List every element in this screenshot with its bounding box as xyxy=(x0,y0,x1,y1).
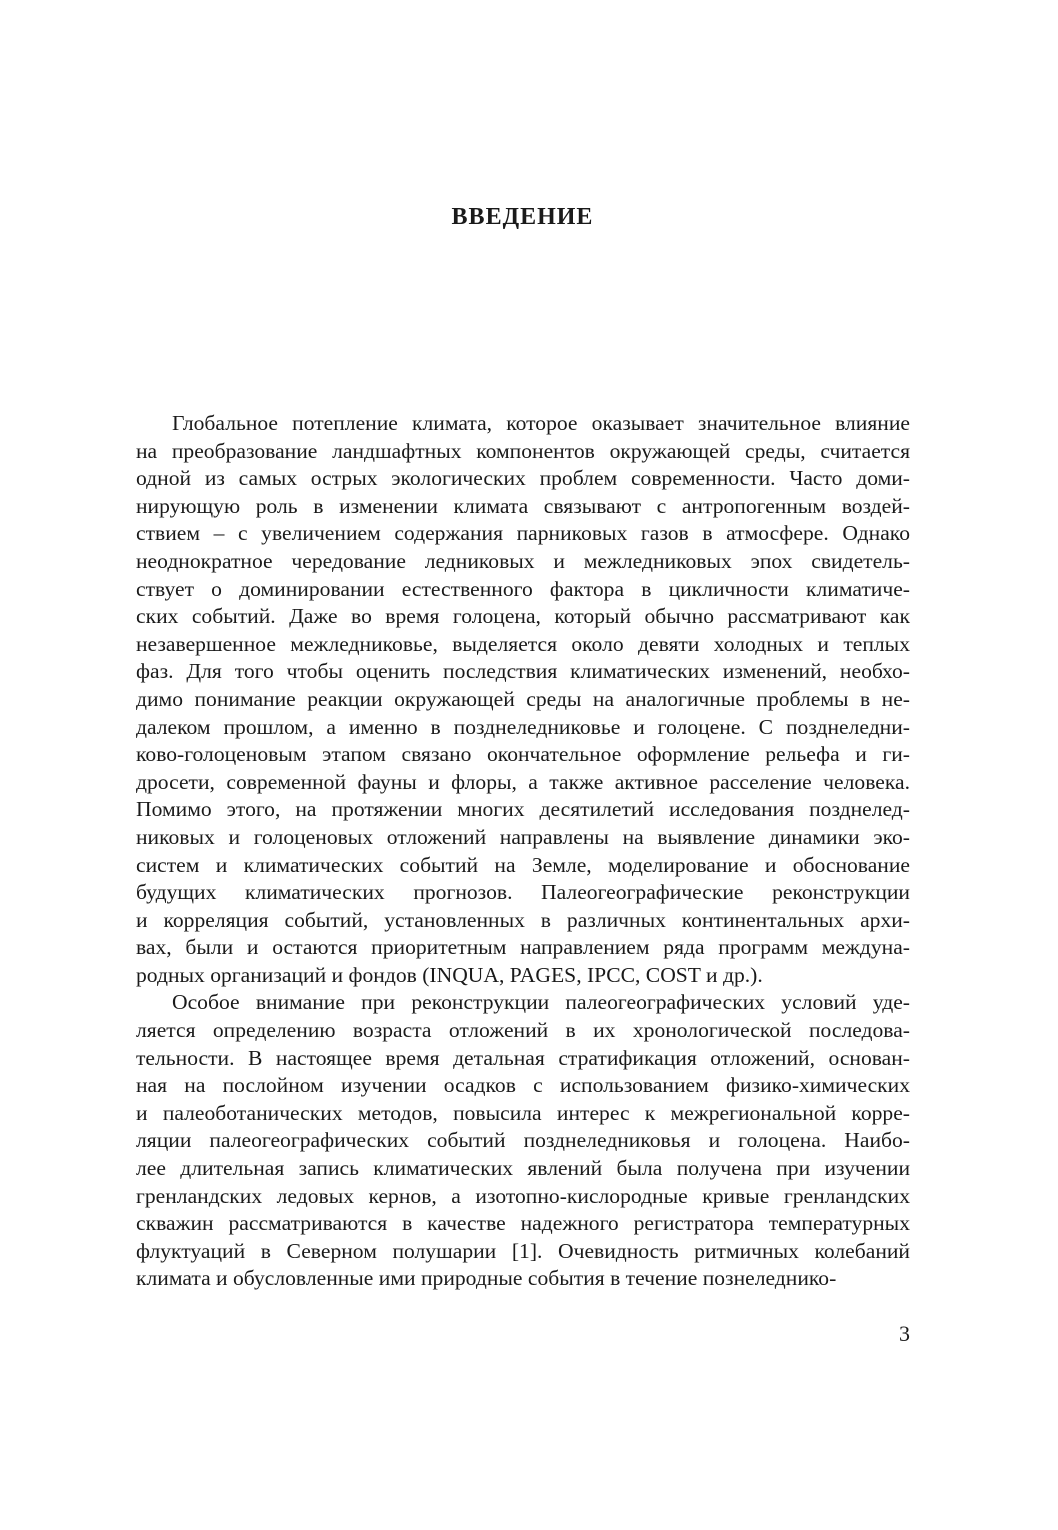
paragraph xyxy=(136,410,910,989)
text-line: ная на послойном изучении осадков с использованием физико-химических xyxy=(136,1073,910,1098)
text-line: вах, были и остаются приоритетным направлением ряда программ междуна- xyxy=(136,935,910,960)
text-line: дросети, современной фауны и флоры, а также активное расселение человека. xyxy=(136,769,910,794)
text-line: Глобальное потепление климата, которое оказывает значительное влияние xyxy=(172,411,910,435)
text-line: неоднократное чередование ледниковых и межледниковых эпох свидетель- xyxy=(136,548,910,573)
text-line: ляется определению возраста отложений в их хронологической последова- xyxy=(136,1018,910,1043)
text-line: далеком прошлом, а именно в позднеледниковье и голоцене. С позднеледни- xyxy=(136,714,910,739)
text-line: димо понимание реакции окружающей среды на аналогичные проблемы в не- xyxy=(136,686,910,711)
text-line: скважин рассматриваются в качестве надежного регистратора температурных xyxy=(136,1211,910,1236)
page-number: 3 xyxy=(899,1321,910,1346)
text-line: и палеоботанических методов, повысила интерес к межрегиональной корре- xyxy=(136,1100,910,1125)
text-line: одной из самых острых экологических проблем современности. Часто доми- xyxy=(136,466,910,491)
text-line: незавершенное межледниковье, выделяется около девяти холодных и теплых xyxy=(136,631,910,656)
text-line: флуктуаций в Северном полушарии [1]. Очевидность ритмичных колебаний xyxy=(136,1238,910,1263)
text-line: лее длительная запись климатических явлений была получена при изучении xyxy=(136,1156,910,1181)
text-line: ствует о доминировании естественного фактора в цикличности климатиче- xyxy=(136,576,910,601)
text-line: ских событий. Даже во время голоцена, который обычно рассматривают как xyxy=(136,604,910,629)
text-line: систем и климатических событий на Земле, моделирование и обоснование xyxy=(136,852,910,877)
text-line: Особое внимание при реконструкции палеогеографических условий уде- xyxy=(172,990,910,1015)
text-line: будущих климатических прогнозов. Палеогеографические реконструкции xyxy=(136,880,910,905)
text-line: никовых и голоценовых отложений направлены на выявление динамики эко- xyxy=(136,824,910,849)
text-line: фаз. Для того чтобы оценить последствия климатических изменений, необхо- xyxy=(136,659,910,684)
text-line: ково-голоценовым этапом связано окончательное оформление рельефа и ги- xyxy=(136,742,910,767)
text-line: нирующую роль в изменении климата связывают с антропогенным воздей- xyxy=(136,493,910,518)
text-line: родных организаций и фондов (INQUA, PAGES, IPCC, COST и др.). xyxy=(136,962,763,987)
text-line: на преобразование ландшафтных компонентов окружающей среды, считается xyxy=(136,438,910,463)
text-line: тельности. В настоящее время детальная стратификация отложений, основан- xyxy=(136,1045,910,1070)
text-line: Помимо этого, на протяжении многих десятилетий исследования позднелед- xyxy=(136,797,910,822)
text-line: ляции палеогеографических событий позднеледниковья и голоцена. Наибо- xyxy=(136,1128,910,1153)
text-line: гренландских ледовых кернов, а изотопно-кислородные кривые гренландских xyxy=(136,1183,910,1208)
chapter-heading: ВВЕДЕНИЕ xyxy=(451,204,594,230)
text-line: климата и обусловленные ими природные события в течение познеледнико- xyxy=(136,1266,837,1291)
text-line: ствием – с увеличением содержания парниковых газов в атмосфере. Однако xyxy=(136,521,910,546)
text-line: и корреляция событий, установленных в различных континентальных архи- xyxy=(136,907,910,932)
paragraph xyxy=(136,989,910,1293)
body-text xyxy=(136,410,910,1293)
